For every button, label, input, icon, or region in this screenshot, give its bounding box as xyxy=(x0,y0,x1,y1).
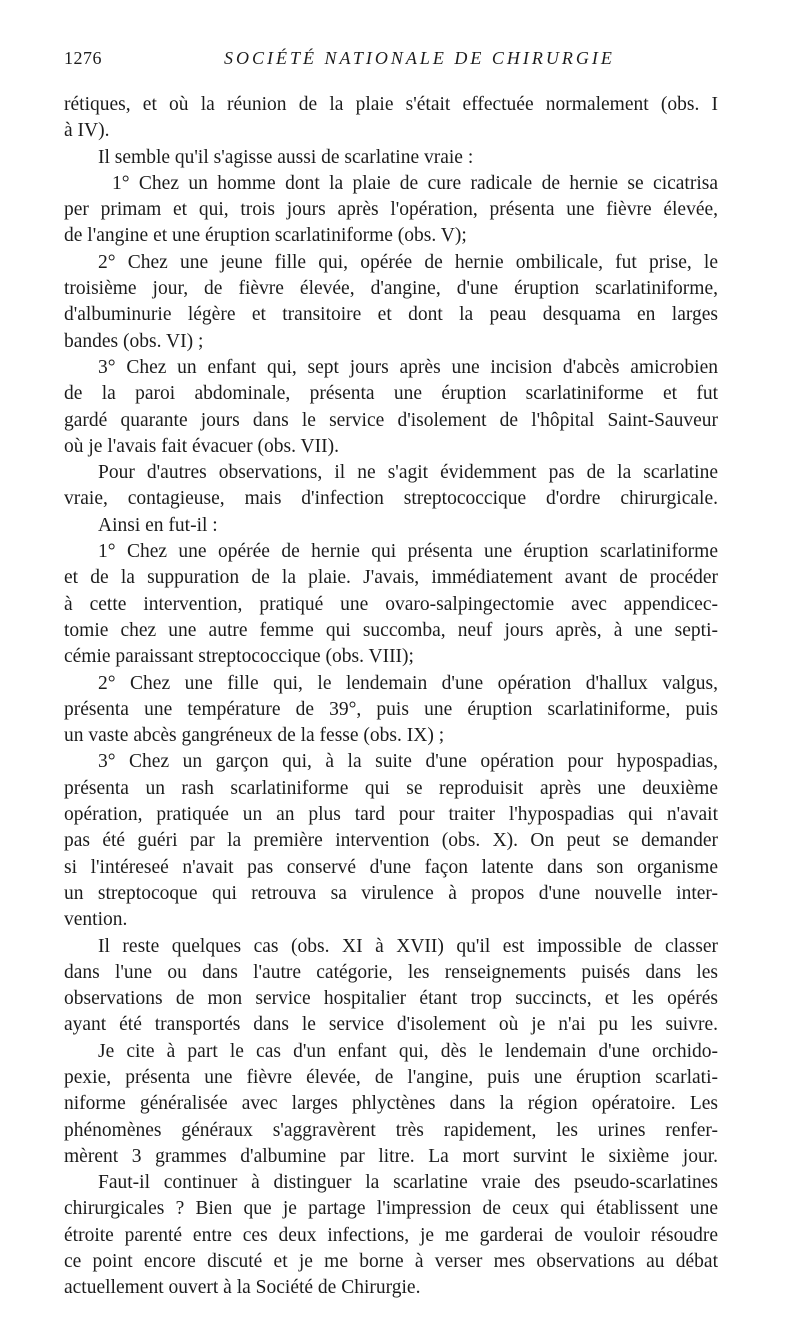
text-line: tomie chez une autre femme qui succomba, neuf jours après, à une septi- xyxy=(64,619,718,641)
text-line: bandes (obs. VI) ; xyxy=(64,330,204,352)
text-line: vraie, contagieuse, mais d'infection streptococcique d'ordre chirurgicale. xyxy=(64,488,718,510)
text-line: Il reste quelques cas (obs. XI à XVII) qu'il est impossible de classer xyxy=(98,935,718,957)
text-line: dans l'une ou dans l'autre catégorie, les renseignements puisés dans les xyxy=(64,961,718,983)
text-line: 2° Chez une fille qui, le lendemain d'une opération d'hallux valgus, xyxy=(98,672,718,694)
text-line: ayant été transportés dans le service d'isolement où je n'ai pu les suivre. xyxy=(64,1014,718,1036)
text-line: cémie paraissant streptococcique (obs. VIII); xyxy=(64,646,414,668)
text-line: si l'intéreseé n'avait pas conservé d'une façon latente dans son organisme xyxy=(64,856,718,878)
text-line: à cette intervention, pratiqué une ovaro-salpingectomie avec appendicec- xyxy=(64,593,718,615)
text-line: Faut-il continuer à distinguer la scarlatine vraie des pseudo-scarlatines xyxy=(98,1172,718,1194)
text-line: pas été guéri par la première intervention (obs. X). On peut se demander xyxy=(64,830,718,852)
text-line: actuellement ouvert à la Société de Chirurgie. xyxy=(64,1277,421,1299)
text-line: présenta un rash scarlatiniforme qui se reproduisit après une deuxième xyxy=(64,777,718,799)
text-line: chirurgicales ? Bien que je partage l'impression de ceux qui établissent une xyxy=(64,1198,718,1220)
page-number: 1276 xyxy=(64,48,102,68)
text-line: de la paroi abdominale, présenta une éruption scarlatiniforme et fut xyxy=(64,383,718,405)
text-line: Pour d'autres observations, il ne s'agit évidemment pas de la scarlatine xyxy=(98,462,718,484)
text-line: un vaste abcès gangréneux de la fesse (obs. IX) ; xyxy=(64,725,445,747)
page-header xyxy=(64,48,700,72)
text-line: et de la suppuration de la plaie. J'avais, immédiatement avant de procéder xyxy=(64,567,718,589)
text-line: observations de mon service hospitalier étant trop succincts, et les opérés xyxy=(64,988,718,1010)
text-line: Ainsi en fut-il : xyxy=(98,514,218,536)
text-line: à IV). xyxy=(64,120,110,142)
text-line: phénomènes généraux s'aggravèrent très rapidement, les urines renfer- xyxy=(64,1119,718,1141)
text-line: niforme généralisée avec larges phlyctènes dans la région opératoire. Les xyxy=(64,1093,718,1115)
text-line: vention. xyxy=(64,909,128,931)
running-title: SOCIÉTÉ NATIONALE DE CHIRURGIE xyxy=(224,48,615,68)
text-line: 2° Chez une jeune fille qui, opérée de hernie ombilicale, fut prise, le xyxy=(98,251,718,273)
body-text xyxy=(64,92,718,1302)
text-line: gardé quarante jours dans le service d'isolement de l'hôpital Saint-Sauveur xyxy=(64,409,718,431)
text-line: présenta une température de 39°, puis une éruption scarlatiniforme, puis xyxy=(64,698,718,720)
text-line: un streptocoque qui retrouva sa virulence à propos d'une nouvelle inter- xyxy=(64,882,718,904)
text-line: rétiques, et où la réunion de la plaie s'était effectuée normalement (obs. I xyxy=(64,94,718,115)
text-line: 1° Chez une opérée de hernie qui présenta une éruption scarlatiniforme xyxy=(98,541,718,563)
text-line: d'albuminurie légère et transitoire et dont la peau desquama en larges xyxy=(64,304,718,326)
text-line: 3° Chez un enfant qui, sept jours après une incision d'abcès amicrobien xyxy=(98,356,718,378)
text-line: où je l'avais fait évacuer (obs. VII). xyxy=(64,435,339,457)
text-line: ce point encore discuté et je me borne à verser mes observations au débat xyxy=(64,1251,718,1273)
text-line: mèrent 3 grammes d'albumine par litre. La mort survint le sixième jour. xyxy=(64,1145,718,1167)
text-line: pexie, présenta une fièvre élevée, de l'angine, puis une éruption scarlati- xyxy=(64,1066,718,1088)
text-line: 3° Chez un garçon qui, à la suite d'une opération pour hypospadias, xyxy=(98,751,718,773)
text-line: per primam et qui, trois jours après l'opération, présenta une fièvre élevée, xyxy=(64,199,718,221)
text-line: de l'angine et une éruption scarlatiniforme (obs. V); xyxy=(64,225,467,247)
text-line: troisième jour, de fièvre élevée, d'angine, d'une éruption scarlatiniforme, xyxy=(64,278,718,300)
text-line: Il semble qu'il s'agisse aussi de scarlatine vraie : xyxy=(98,146,474,168)
text-line: étroite parenté entre ces deux infections, je me garderai de vouloir résoudre xyxy=(64,1224,718,1246)
text-line: Je cite à part le cas d'un enfant qui, dès le lendemain d'une orchido- xyxy=(98,1040,718,1062)
text-line: opération, pratiquée un an plus tard pour traiter l'hypospadias qui n'avait xyxy=(64,804,718,826)
text-line: 1° Chez un homme dont la plaie de cure radicale de hernie se cicatrisa xyxy=(112,172,718,194)
